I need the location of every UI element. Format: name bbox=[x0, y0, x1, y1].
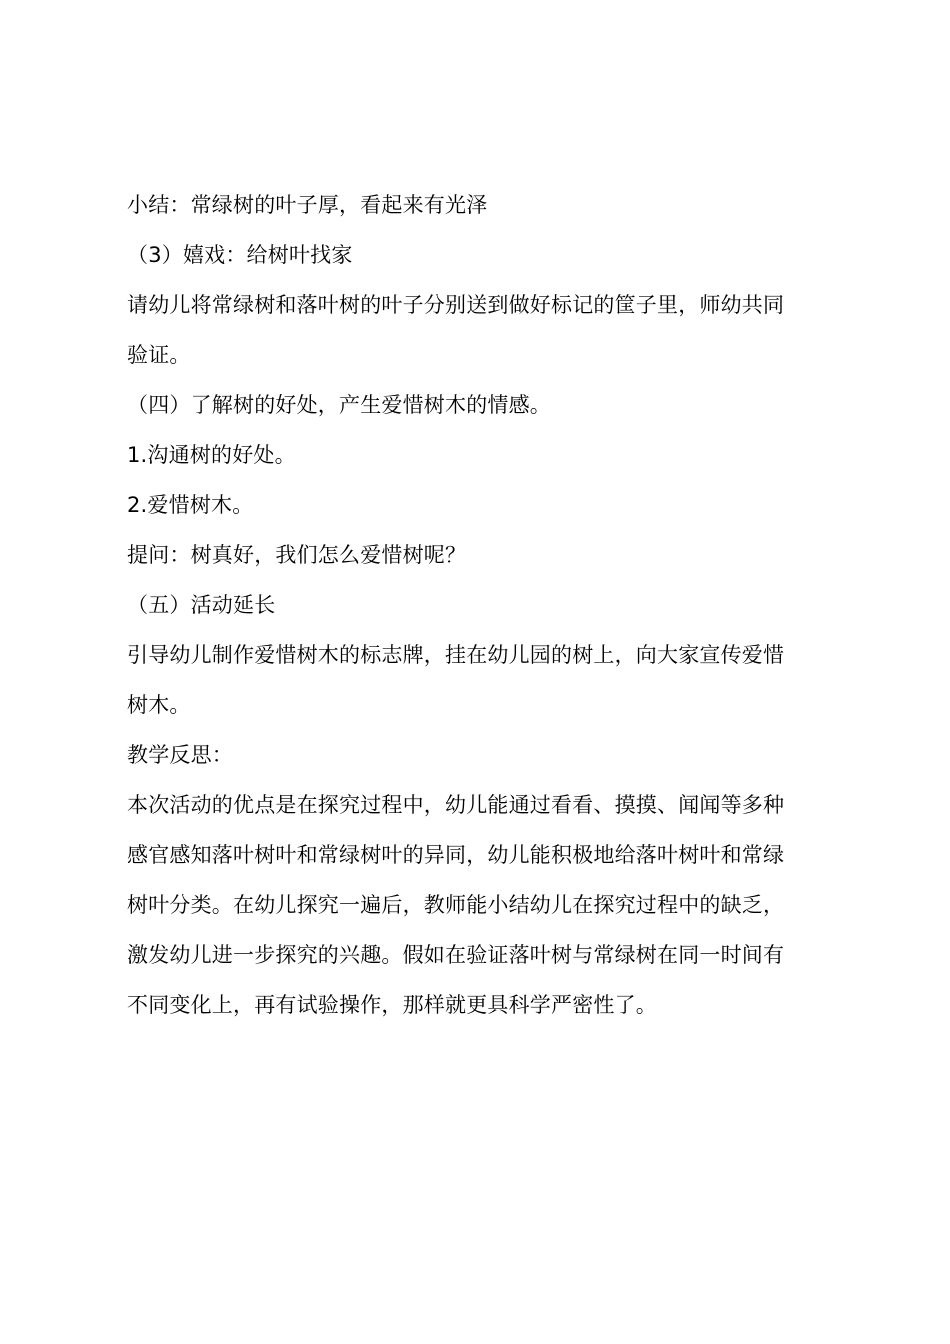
paragraph-line: 感官感知落叶树叶和常绿树叶的异同，幼儿能积极地给落叶树叶和常绿 bbox=[127, 843, 785, 867]
question-line: 提问：树真好，我们怎么爱惜树呢？ bbox=[127, 543, 467, 567]
paragraph-line: 验证。 bbox=[127, 343, 191, 367]
paragraph-line: 激发幼儿进一步探究的兴趣。假如在验证落叶树与常绿树在同一时间有 bbox=[127, 943, 785, 967]
section-heading: （五）活动延长 bbox=[127, 593, 276, 617]
list-item: 1.沟通树的好处。 bbox=[127, 443, 296, 467]
paragraph-line: 引导幼儿制作爱惜树木的标志牌，挂在幼儿园的树上，向大家宣传爱惜 bbox=[127, 643, 785, 667]
paragraph-line: 树木。 bbox=[127, 693, 191, 717]
section-heading: （四）了解树的好处，产生爱惜树木的情感。 bbox=[127, 393, 551, 417]
game-heading: （3）嬉戏：给树叶找家 bbox=[127, 243, 353, 267]
paragraph-line: 本次活动的优点是在探究过程中，幼儿能通过看看、摸摸、闻闻等多种 bbox=[127, 793, 785, 817]
reflection-heading: 教学反思： bbox=[127, 743, 233, 767]
document-body bbox=[127, 180, 837, 1030]
summary-line: 小结：常绿树的叶子厚，看起来有光泽 bbox=[127, 193, 488, 217]
paragraph-line: 树叶分类。在幼儿探究一遍后，教师能小结幼儿在探究过程中的缺乏， bbox=[127, 893, 785, 917]
paragraph-line: 不同变化上，再有试验操作，那样就更具科学严密性了。 bbox=[127, 993, 657, 1017]
paragraph-line: 请幼儿将常绿树和落叶树的叶子分别送到做好标记的筐子里，师幼共同 bbox=[127, 293, 785, 317]
list-item: 2.爱惜树木。 bbox=[127, 493, 254, 517]
